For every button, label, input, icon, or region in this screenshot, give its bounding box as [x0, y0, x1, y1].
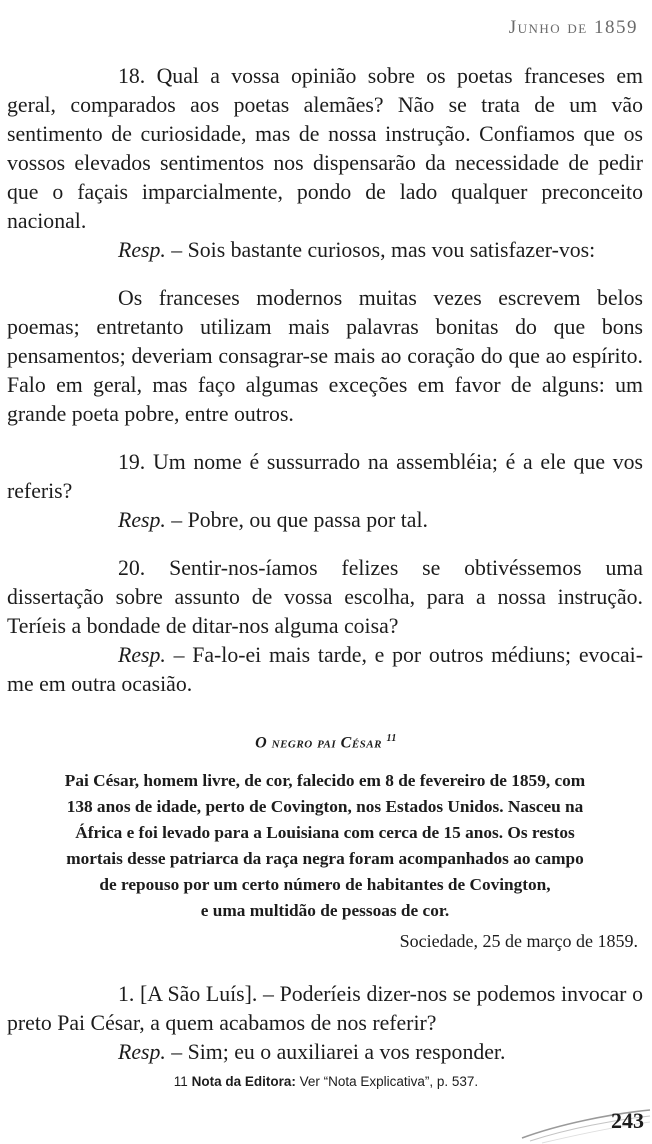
- answer-1: [7, 1038, 643, 1067]
- summary-line: mortais desse patriarca da raça negra foram acompanhados ao campo: [66, 849, 584, 868]
- summary-line: de repouso por um certo número de habitantes de Covington,: [99, 875, 551, 894]
- answer-19: [7, 506, 643, 535]
- section-title-text: O negro pai César: [255, 734, 382, 752]
- summary-line: e uma multidão de pessoas de cor.: [200, 901, 450, 920]
- footnote-number: 11: [173, 1074, 188, 1089]
- resp-label: Resp.: [118, 1040, 166, 1064]
- paragraph-gap: [7, 265, 643, 284]
- answer-text: – Sois bastante curiosos, mas vou satisfazer-vos:: [165, 238, 596, 262]
- paragraph-gap: [7, 535, 643, 554]
- answer-text: – Fa-lo-ei mais tarde, e por outros médiuns; evocai-me em outra ocasião.: [7, 643, 643, 696]
- second-text-block: [7, 980, 643, 1067]
- running-head: Junho de 1859: [508, 17, 638, 38]
- summary-line: 138 anos de idade, perto de Covington, nos Estados Unidos. Nasceu na: [66, 797, 584, 816]
- resp-label: Resp.: [118, 508, 166, 532]
- question-1: 1. [A São Luís]. – Poderíeis dizer-nos se podemos invocar o preto Pai César, a quem acabamos de nos referir?: [7, 982, 643, 1035]
- question-18: 18. Qual a vossa opinião sobre os poetas franceses em geral, comparados aos poetas alemães? Não se trata de um vão sentimento de curiosidade, mas de nossa instrução. Confiamos que os vossos elevados sentimentos nos dispensarão da necessidade de pedir que o façais imparcialmente, pondo de lado qualquer preconceito nacional.: [7, 64, 643, 233]
- footnote-ref: 11: [386, 733, 397, 744]
- answer-20: [7, 641, 643, 699]
- summary-line: Pai César, homem livre, de cor, falecido em 8 de fevereiro de 1859, com: [64, 771, 586, 790]
- answer-text: – Sim; eu o auxiliarei a vos responder.: [165, 1040, 506, 1064]
- answer-text: – Pobre, ou que passa por tal.: [165, 508, 428, 532]
- footnote: [0, 1074, 652, 1089]
- summary-line: África e foi levado para a Louisiana com cerca de 15 anos. Os restos: [75, 823, 575, 842]
- footnote-label: Nota da Editora:: [191, 1074, 296, 1089]
- session-signature: Sociedade, 25 de março de 1859.: [399, 931, 638, 951]
- footnote-text: Ver “Nota Explicativa”, p. 537.: [295, 1074, 479, 1089]
- resp-label: Resp.: [118, 643, 166, 667]
- answer-18-continuation: Os franceses modernos muitas vezes escrevem belos poemas; entretanto utilizam mais palavras bonitas do que bons pensamentos; deveriam consagrar-se mais ao coração do que ao espírito. Falo em geral, mas faço algumas exceções em favor de alguns: um grande poeta pobre, entre outros.: [7, 286, 643, 426]
- paragraph-gap: [7, 429, 643, 448]
- main-text-block: [7, 62, 643, 699]
- resp-label: Resp.: [118, 238, 166, 262]
- section-summary: [7, 768, 643, 924]
- section-title: [0, 733, 652, 752]
- page-number: 243: [611, 1108, 644, 1133]
- question-20: 20. Sentir-nos-íamos felizes se obtivéssemos uma dissertação sobre assunto de vossa escolha, para a nossa instrução. Teríeis a bondade de ditar-nos alguma coisa?: [7, 556, 643, 638]
- answer-18: [7, 236, 643, 265]
- question-19: 19. Um nome é sussurrado na assembléia; é a ele que vos referis?: [7, 450, 643, 503]
